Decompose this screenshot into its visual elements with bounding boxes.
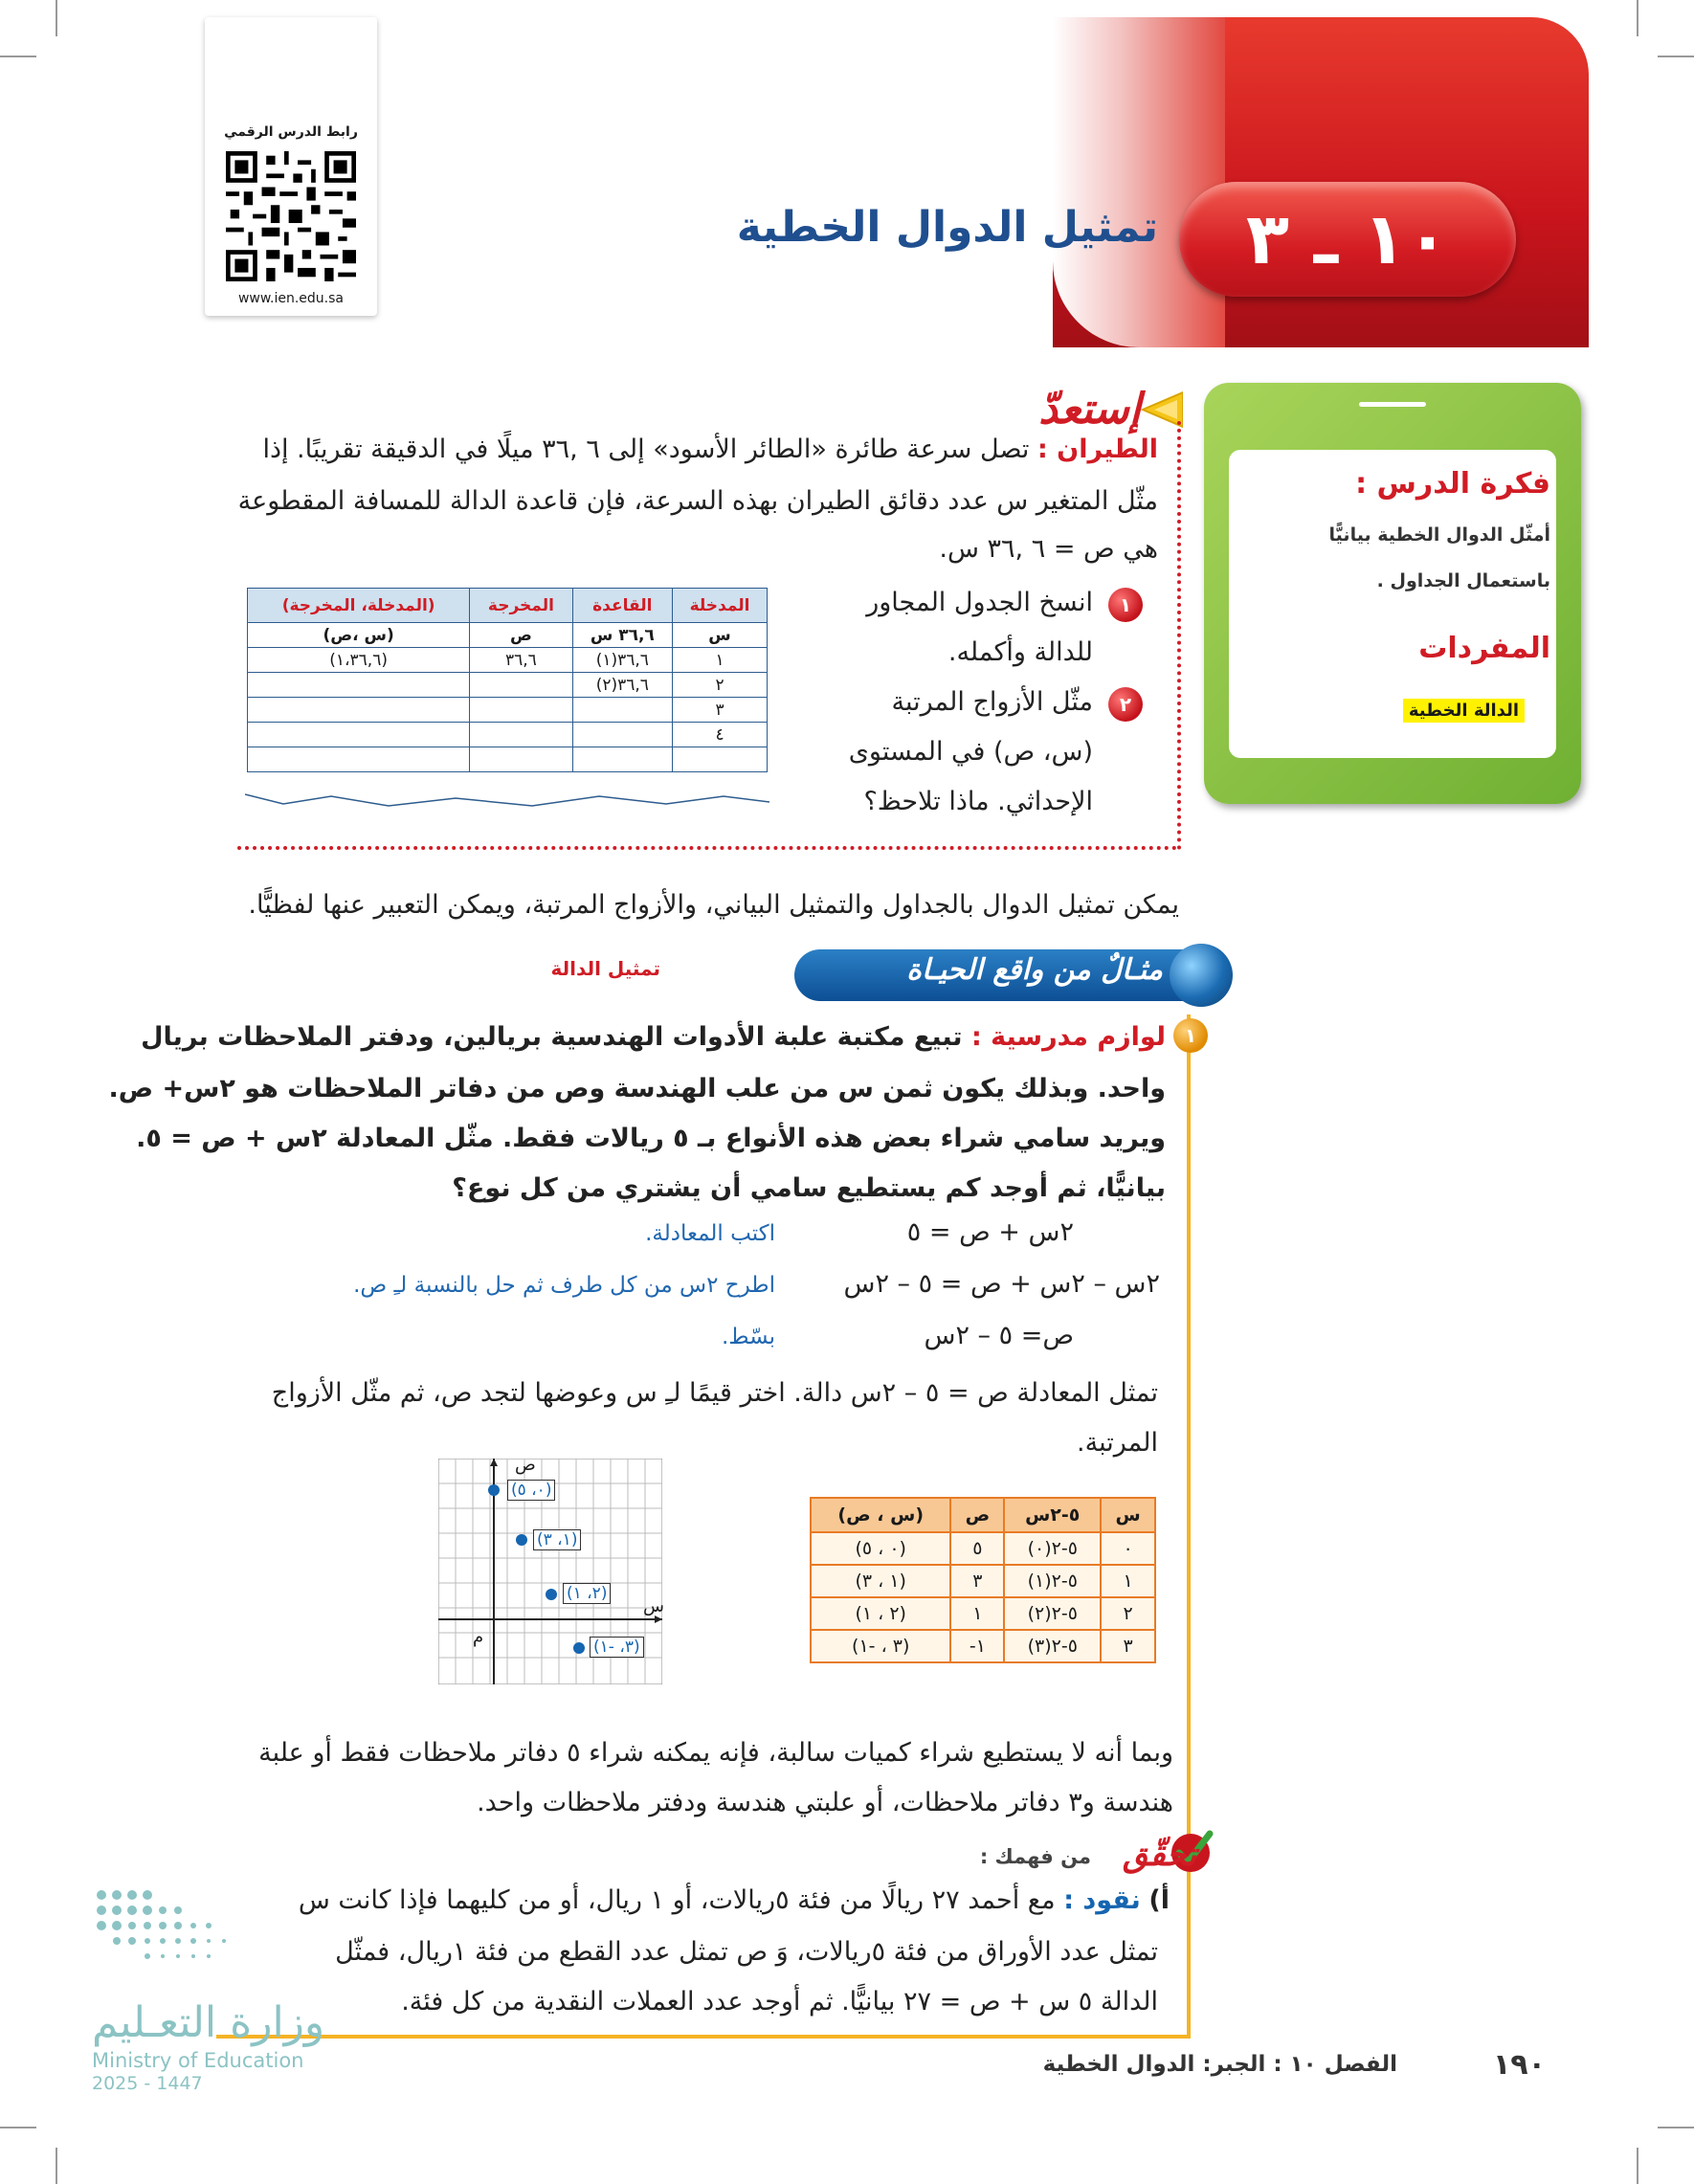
table-cell: ٣ <box>673 698 768 723</box>
table-row <box>811 1630 1155 1662</box>
section-border <box>237 846 1177 850</box>
example-line: ويريد سامي شراء بعض هذه الأنواع بـ ٥ ريالات فقط. مثّل المعادلة ٢س + ص = ٥. <box>136 1124 1166 1153</box>
vocabulary-title: المفردات <box>1418 632 1550 665</box>
lesson-idea-title: فكرة الدرس : <box>1355 467 1550 501</box>
check-subtitle: من فهمك : <box>979 1845 1091 1868</box>
example-line: واحد. وبذلك يكون ثمن س من علب الهندسة وص من دفاتر الملاحظات هو ٢س+ ص. <box>108 1074 1166 1103</box>
point-label: (٠، ٥) <box>507 1480 555 1501</box>
table-cell: ٣٦,٦(١) <box>572 648 673 673</box>
prepare-title: إستعدّ <box>1038 385 1141 434</box>
example-border <box>216 2035 1191 2039</box>
prepare-line: مثّل المتغير س عدد دقائق الطيران بهذه السرعة، فإن قاعدة الدالة للمسافة المقطوعة <box>237 486 1158 516</box>
ministry-name-arabic: وزارة التعـليم <box>92 1998 325 2047</box>
question-number: ١ <box>1108 588 1143 622</box>
values-table <box>810 1497 1156 1663</box>
check-question <box>299 1878 1170 1924</box>
table-header: المدخلة <box>673 589 768 623</box>
qr-card[interactable] <box>205 17 377 316</box>
question-text: انسخ الجدول المجاور <box>866 588 1093 617</box>
header-page-curl <box>1053 17 1225 347</box>
table-cell <box>248 673 470 698</box>
prepare-line: تصل سرعة طائرة «الطائر الأسود» إلى ٦ ,٣٦ ميلًا في الدقيقة تقريبًا. إذا <box>262 435 1030 464</box>
example-number: ١ <box>1173 1018 1208 1053</box>
table-cell: ١- <box>950 1630 1004 1662</box>
crop-mark <box>0 56 36 57</box>
equation-step: ٢س + ص = ٥ <box>906 1217 1074 1247</box>
example-line: المرتبة. <box>1077 1428 1158 1458</box>
question-text: مثّل الأزواج المرتبة <box>891 687 1093 717</box>
conclusion-line: وبما أنه لا يستطيع شراء كميات سالبة، فإنه يمكنه شراء ٥ دفاتر ملاحظات فقط أو علبة <box>258 1738 1173 1768</box>
example-lead: لوازم مدرسية : <box>970 1022 1166 1052</box>
section-border <box>1177 421 1181 850</box>
prepare-lead: الطيران : <box>1036 435 1158 464</box>
table-cell: ٥-٢(٢) <box>1004 1597 1101 1630</box>
prepare-paragraph <box>262 427 1158 473</box>
globe-icon <box>1170 944 1233 1007</box>
equation-step: ص= ٥ – ٢س <box>924 1321 1074 1350</box>
lesson-number: ١٠ ـ ٣ <box>1245 198 1450 280</box>
table-header: القاعدة <box>572 589 673 623</box>
equation-step: ٢س – ٢س + ص = ٥ – ٢س <box>843 1269 1160 1299</box>
torn-edge <box>245 791 769 812</box>
example-banner-text: مثـالٌ من واقع الحيـاة <box>906 953 1163 987</box>
table-cell: (س ،ص) <box>248 623 470 648</box>
table-cell: (١ ، ٣) <box>811 1565 950 1597</box>
table-cell: (٠ ، ٥) <box>811 1532 950 1565</box>
lesson-idea-text: أمثّل الدوال الخطية بيانيًّا <box>1328 524 1550 546</box>
conclusion-line: هندسة و٣ دفاتر ملاحظات، أو علبتي هندسة ودفتر ملاحظات واحد. <box>477 1788 1173 1817</box>
qr-url[interactable]: www.ien.edu.sa <box>237 291 345 306</box>
table-row <box>811 1565 1155 1597</box>
table-cell <box>572 698 673 723</box>
crop-mark <box>0 2127 36 2128</box>
table-cell: ٤ <box>673 723 768 747</box>
example-paragraph <box>141 1014 1166 1060</box>
graph-point <box>516 1534 527 1546</box>
table-header: س <box>1101 1498 1155 1532</box>
step-note: اطرح ٢س من كل طرف ثم حل بالنسبة لـِ ص. <box>353 1273 775 1298</box>
check-title: تحقّق <box>1123 1836 1196 1874</box>
table-header: (المدخلة، المخرجة) <box>248 589 470 623</box>
table-cell <box>248 698 470 723</box>
check-item-label: أ) <box>1148 1885 1170 1915</box>
table-cell: ٥-٢(٣) <box>1004 1630 1101 1662</box>
lesson-title: تمثيل الدوال الخطية <box>736 203 1158 252</box>
table-cell: ١ <box>673 648 768 673</box>
page-number: ١٩٠ <box>1493 2048 1546 2082</box>
step-note: بسّط. <box>721 1325 775 1349</box>
crop-mark <box>1637 0 1638 36</box>
example-border <box>1187 1014 1191 2039</box>
crop-mark <box>56 2148 57 2184</box>
prepare-line: هي ص = ٦ ,٣٦ س. <box>939 534 1158 564</box>
table-cell: ٣٦,٦ س <box>572 623 673 648</box>
table-row <box>248 747 768 772</box>
origin-label: م <box>473 1627 484 1647</box>
table-cell: ٣ <box>1101 1630 1155 1662</box>
table-cell: ٠ <box>1101 1532 1155 1565</box>
table-row <box>811 1532 1155 1565</box>
ministry-name-english: Ministry of Education <box>92 2049 304 2072</box>
crop-mark <box>56 0 57 36</box>
function-table <box>247 588 768 772</box>
table-header: (س ، ص) <box>811 1498 950 1532</box>
table-cell: س <box>673 623 768 648</box>
point-label: (٢، ١) <box>563 1583 611 1604</box>
table-cell <box>470 673 572 698</box>
lesson-idea-text: باستعمال الجداول . <box>1376 570 1550 591</box>
table-cell <box>470 723 572 747</box>
table-cell: (١،٣٦,٦) <box>248 648 470 673</box>
table-header: المخرجة <box>470 589 572 623</box>
qr-code-icon[interactable] <box>226 151 356 281</box>
x-axis-label: س <box>643 1596 664 1616</box>
ministry-year: 2025 - 1447 <box>92 2073 203 2094</box>
graph-point <box>546 1589 557 1600</box>
example-line: تمثل المعادلة ص = ٥ – ٢س دالة. اختر قيمًا لـِ س وعوضها لتجد ص، ثم مثّل الأزواج <box>271 1378 1158 1408</box>
question-text: للدالة وأكمله. <box>947 637 1093 667</box>
table-cell: ١ <box>1101 1565 1155 1597</box>
vocabulary-term[interactable]: الدالة الخطية <box>1403 699 1525 723</box>
table-cell <box>248 723 470 747</box>
check-line: مع أحمد ٢٧ ريالًا من فئة ٥ريالات، أو ١ ريال، أو من كليهما فإذا كانت س <box>298 1885 1056 1915</box>
example-line: بيانيًّا، ثم أوجد كم يستطيع سامي أن يشتري من كل نوع؟ <box>452 1173 1166 1203</box>
question-number: ٢ <box>1108 687 1143 722</box>
table-cell: ١ <box>950 1597 1004 1630</box>
step-note: اكتب المعادلة. <box>645 1221 775 1246</box>
question-text: (س، ص) في المستوى <box>848 737 1093 767</box>
graph-point <box>488 1484 500 1496</box>
table-cell: ٣٦,٦(٢) <box>572 673 673 698</box>
table-row <box>248 648 768 673</box>
table-cell: ٣٦,٦ <box>470 648 572 673</box>
table-cell <box>572 723 673 747</box>
crop-mark <box>1637 2148 1638 2184</box>
table-cell <box>470 698 572 723</box>
table-header: ص <box>950 1498 1004 1532</box>
point-label: (١، ٣) <box>533 1529 581 1550</box>
check-line: تمثل عدد الأوراق من فئة ٥ريالات، وَ ص تمثل عدد القطع من فئة ١ريال، فمثّل <box>335 1937 1158 1967</box>
graph-point <box>573 1642 585 1654</box>
check-lead: نقود : <box>1063 1885 1141 1915</box>
table-cell: ٥-٢(١) <box>1004 1565 1101 1597</box>
point-label: (٣، -١) <box>590 1637 644 1658</box>
table-cell: ٢ <box>673 673 768 698</box>
footer-chapter: الفصل ١٠ : الجبر: الدوال الخطية <box>1042 2052 1397 2077</box>
y-axis-label: ص <box>515 1455 536 1475</box>
check-line: الدالة ٥ س + ص = ٢٧ بيانيًّا. ثم أوجد عدد العملات النقدية من كل فئة. <box>401 1987 1158 2017</box>
qr-label: رابط الدرس الرقمي <box>224 124 358 140</box>
table-row <box>811 1597 1155 1630</box>
example-tag: تمثيل الدالة <box>550 957 660 980</box>
table-header: ٥-٢س <box>1004 1498 1101 1532</box>
table-cell: (٢ ، ١) <box>811 1597 950 1630</box>
crop-mark <box>1658 56 1694 57</box>
ministry-logo-icon <box>92 1876 302 1991</box>
table-row <box>248 673 768 698</box>
crop-mark <box>1658 2127 1694 2128</box>
example-line: تبيع مكتبة علبة الأدوات الهندسية بريالين، ودفتر الملاحظات بريال <box>141 1022 963 1052</box>
table-row <box>248 723 768 747</box>
table-cell: ص <box>470 623 572 648</box>
table-cell: ٢ <box>1101 1597 1155 1630</box>
table-cell: (٣ ، -١) <box>811 1630 950 1662</box>
intro-text: يمكن تمثيل الدوال بالجداول والتمثيل البياني، والأزواج المرتبة، ويمكن التعبير عنها لفظيًّا. <box>248 890 1179 920</box>
table-cell: ٥-٢(٠) <box>1004 1532 1101 1565</box>
table-cell: ٥ <box>950 1532 1004 1565</box>
panel-tab-mark <box>1359 402 1426 407</box>
question-text: الإحداثي. ماذا تلاحظ؟ <box>863 787 1093 816</box>
table-cell: ٣ <box>950 1565 1004 1597</box>
table-row <box>248 698 768 723</box>
